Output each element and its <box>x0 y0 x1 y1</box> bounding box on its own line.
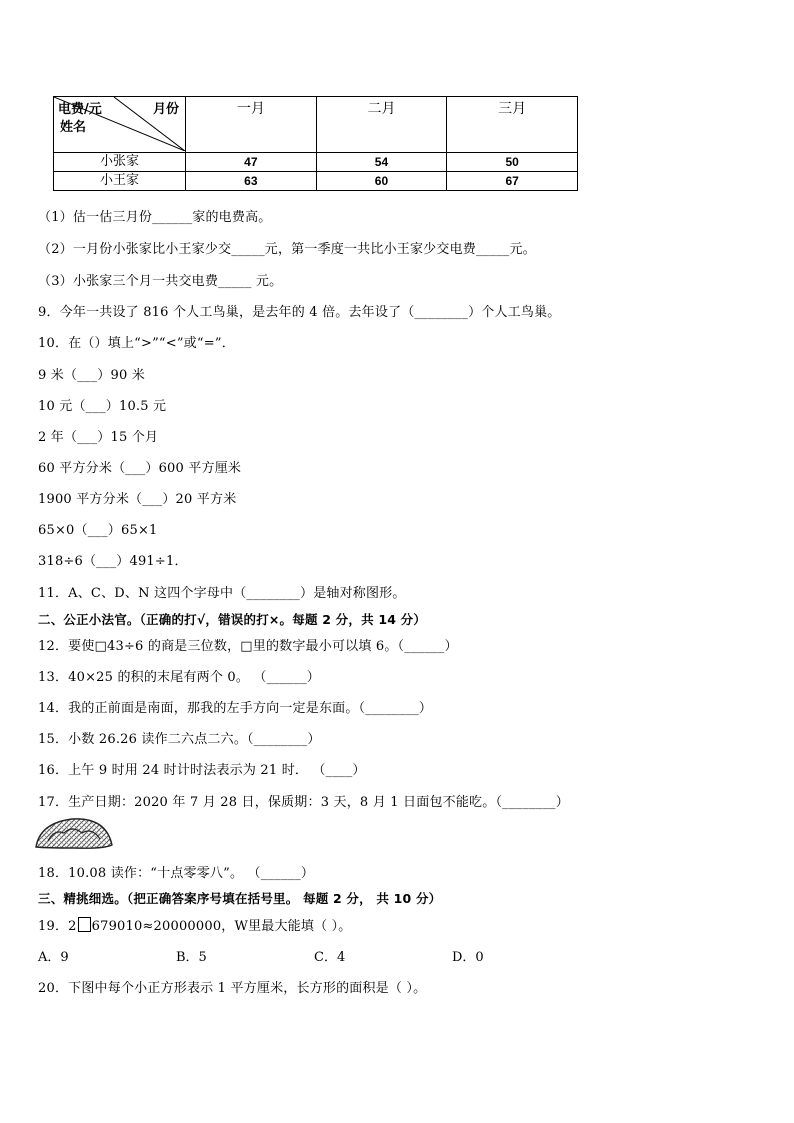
question-11: 11．A、C、D、N 这四个字母中（________）是轴对称图形。 <box>38 586 406 601</box>
table-header-month: 三月 <box>447 97 578 153</box>
question-10-g: 318÷6（___）491÷1． <box>38 554 188 569</box>
question-16: 16．上午 9 时用 24 时计时法表示为 21 时． （____） <box>38 763 366 778</box>
option-d: D．0 <box>452 950 484 965</box>
question-10: 10．在（）填上“>”“<”或“=”． <box>38 336 235 351</box>
question-10-c: 2 年（___）15 个月 <box>38 430 159 445</box>
question-13: 13．40×25 的积的末尾有两个 0。 （______） <box>38 670 320 685</box>
question-12: 12．要使□43÷6 的商是三位数，□里的数字最小可以填 6。（______） <box>38 639 458 654</box>
option-b: B．5 <box>176 950 207 965</box>
table-cell: 67 <box>447 172 578 191</box>
question-20: 20．下图中每个小正方形表示 1 平方厘米，长方形的面积是（ ）。 <box>38 981 427 996</box>
question-10-a: 9 米（___）90 米 <box>38 368 145 383</box>
table-row-name: 小王家 <box>54 172 186 191</box>
table-cell: 60 <box>316 172 447 191</box>
question-17: 17．生产日期：2020 年 7 月 28 日，保质期：3 天，8 月 1 日面包不能吃。（________） <box>38 795 569 810</box>
question-18: 18．10.08 读作：“十点零零八”。 （______） <box>38 866 315 881</box>
corner-label-name: 姓名 <box>60 120 87 135</box>
option-a: A．9 <box>38 950 69 965</box>
table-row <box>54 172 578 191</box>
question-10-d: 60 平方分米（___）600 平方厘米 <box>38 461 242 476</box>
table-cell: 47 <box>186 153 317 172</box>
question-19-prefix: 19．2 <box>38 919 77 934</box>
table-cell: 63 <box>186 172 317 191</box>
electricity-table <box>53 96 578 191</box>
question-10-f: 65×0（___）65×1 <box>38 523 158 538</box>
option-c: C．4 <box>314 950 346 965</box>
question-8-1: （1）估一估三月份______家的电费高。 <box>38 210 272 225</box>
question-10-e: 1900 平方分米（___）20 平方米 <box>38 492 237 507</box>
table-row-name: 小张家 <box>54 153 186 172</box>
question-15: 15．小数 26.26 读作二六点二六。（________） <box>38 732 321 747</box>
table-cell: 50 <box>447 153 578 172</box>
table-cell: 54 <box>316 153 447 172</box>
question-9: 9．今年一共设了 816 个人工鸟巢，是去年的 4 倍。去年设了（________）个人工鸟巢。 <box>38 305 561 320</box>
question-19 <box>38 915 352 934</box>
section-3-heading: 三、精挑细选。（把正确答案序号填在括号里。 每题 2 分， 共 10 分） <box>38 891 442 906</box>
blank-box <box>78 917 91 932</box>
question-8-3: （3）小张家三个月一共交电费_____ 元。 <box>38 274 283 289</box>
table-header-month: 二月 <box>316 97 447 153</box>
table-corner-cell <box>54 97 186 153</box>
table-row <box>54 153 578 172</box>
corner-label-fee: 电费/元 <box>58 102 102 117</box>
table-header-month: 一月 <box>186 97 317 153</box>
question-8-2: （2）一月份小张家比小王家少交_____元，第一季度一共比小王家少交电费_____元。 <box>38 242 536 257</box>
section-2-heading: 二、公正小法官。（正确的打√，错误的打×。每题 2 分，共 14 分） <box>38 612 427 627</box>
table-header-row <box>54 97 578 153</box>
corner-label-month: 月份 <box>152 102 179 117</box>
question-19-suffix: 679010≈20000000，W里最大能填（ ）。 <box>91 919 352 934</box>
bread-icon <box>34 815 114 851</box>
question-14: 14．我的正前面是南面，那我的左手方向一定是东面。（________） <box>38 701 433 716</box>
question-10-b: 10 元（___）10.5 元 <box>38 399 167 414</box>
